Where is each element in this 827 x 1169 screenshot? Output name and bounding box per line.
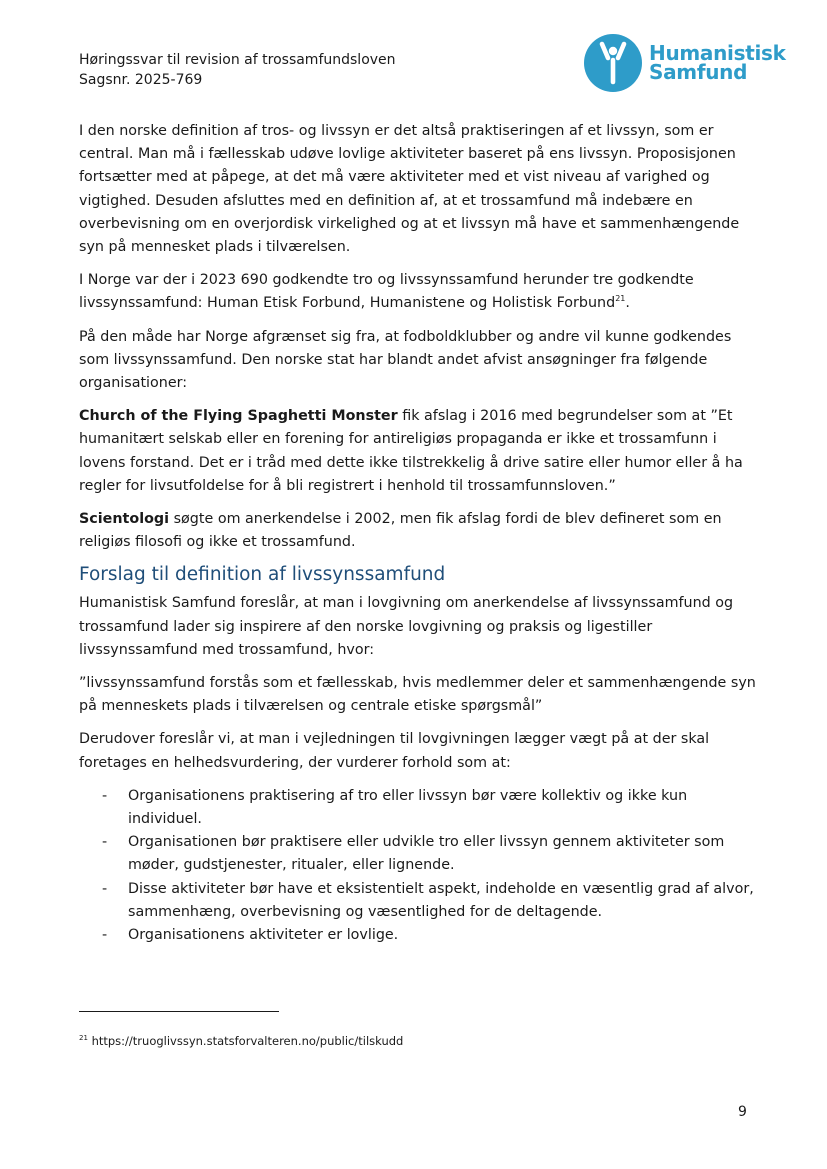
footnote-link[interactable]: https://truoglivssyn.statsforvalteren.no/public/tilskudd: [87, 1034, 404, 1048]
paragraph-norway-2023: [79, 269, 759, 315]
list-bullet: -: [102, 834, 108, 851]
document-header: [79, 51, 396, 90]
footnote-number: 21: [79, 1034, 88, 1043]
paragraph-fsm-text: fik afslag i 2016 med begrundelser som at ”Et humanitært selskab eller en forening for antireligiøs propaganda er ikke et trossamfunn i lovens forstand. Det er i tråd med dette ikke tilstrekkelig å drive satire eller humor eller å ha regler for livsutfoldelse for å bli registrert i henhold til trossamfunnsloven.”: [79, 408, 743, 494]
paragraph-scientology: [79, 508, 759, 554]
paragraph-proposal: Humanistisk Samfund foreslår, at man i lovgivning om anerkendelse af livssynssamfund og trossamfund lader sig inspirere af den norske lovgivning og praksis og ligestiller livssynssamfund med trossamfund, hvor:: [79, 595, 734, 658]
paragraph-delimitation: På den måde har Norge afgrænset sig fra, at fodboldklubber og andre vil kunne godkendes som livssynssamfund. Den norske stat har blandt andet afvist ansøgninger fra følgende organisationer:: [79, 328, 732, 392]
paragraph-norway-2023-text: I Norge var der i 2023 690 godkendte tro og livssynssamfund herunder tre godkendte livssynssamfund: Human Etisk Forbund, Humanistene og Holistisk Forbund: [79, 272, 694, 312]
footnote-separator: [79, 1011, 279, 1012]
paragraph-scientology-text: søgte om anerkendelse i 2002, men fik afslag fordi de blev defineret som en religiøs filosofi og ikke et trossamfund.: [79, 511, 722, 551]
list-item-text: Disse aktiviteter bør have et eksistentielt aspekt, indeholde en væsentlig grad af alvor, sammenhæng, overbevisning og væsentlighed for de deltagende.: [128, 880, 754, 920]
header-title: Høringssvar til revision af trossamfundsloven: [79, 52, 396, 68]
header-case-number: Sagsnr. 2025-769: [79, 71, 203, 88]
paragraph-norway-2023-end: .: [625, 295, 630, 312]
criteria-list: [79, 785, 759, 947]
footnote: [79, 1033, 403, 1049]
list-bullet: -: [102, 787, 108, 804]
logo-wordmark: [649, 41, 786, 84]
list-bullet: -: [102, 927, 108, 944]
page-number: 9: [738, 1104, 747, 1120]
paragraph-norwegian-definition: I den norske definition af tros- og livssyn er det altså praktiseringen af et livssyn, som er central. Man må i fællesskab udøve lovlige aktiviteter baseret på ens livssyn. Proposisjonen fortsætter med at påpege, at det må være aktiviteter med et vist niveau af varighed og vigtighed. Desuden afsluttes med en definition af, at et trossamfund må indebære en overbevisning om en overjordisk virkelighed og at et livssyn må have et sammenhængende syn på mennesket plads i tilværelsen.: [79, 123, 740, 256]
bold-org-name: Scientologi: [79, 511, 170, 528]
paragraph-guidance: Derudover foreslår vi, at man i vejledningen til lovgivningen lægger vægt på at der skal foretages en helhedsvurdering, der vurderer forhold som at:: [79, 731, 710, 771]
list-item-text: Organisationen bør praktisere eller udvikle tro eller livssyn gennem aktiviteter som møder, gudstjenester, ritualer, eller lignende.: [128, 834, 725, 874]
list-item: [79, 924, 759, 947]
list-item: [79, 785, 759, 831]
list-item-text: Organisationens aktiviteter er lovlige.: [128, 927, 399, 944]
list-bullet: -: [102, 880, 108, 897]
document-body: [79, 120, 759, 947]
logo-word-samfund: Samfund: [649, 60, 748, 84]
bold-org-name: Church of the Flying Spaghetti Monster: [79, 408, 398, 425]
paragraph-flying-spaghetti-monster: [79, 405, 759, 498]
list-item: [79, 831, 759, 877]
list-item: [79, 878, 759, 924]
humanistisk-samfund-logo: [584, 33, 784, 93]
list-item-text: Organisationens praktisering af tro eller livssyn bør være kollektiv og ikke kun individuel.: [128, 787, 688, 828]
section-heading: Forslag til definition af livssynssamfund: [79, 564, 446, 586]
paragraph-definition-quote: ”livssynssamfund forstås som et fællesskab, hvis medlemmer deler et sammenhængende syn på menneskets plads i tilværelsen og centrale etiske spørgsmål”: [79, 675, 756, 715]
raised-arms-figure-icon: [584, 34, 642, 92]
footnote-reference: 21: [615, 294, 626, 304]
logo-word-humanistisk: Humanistisk: [649, 41, 786, 65]
